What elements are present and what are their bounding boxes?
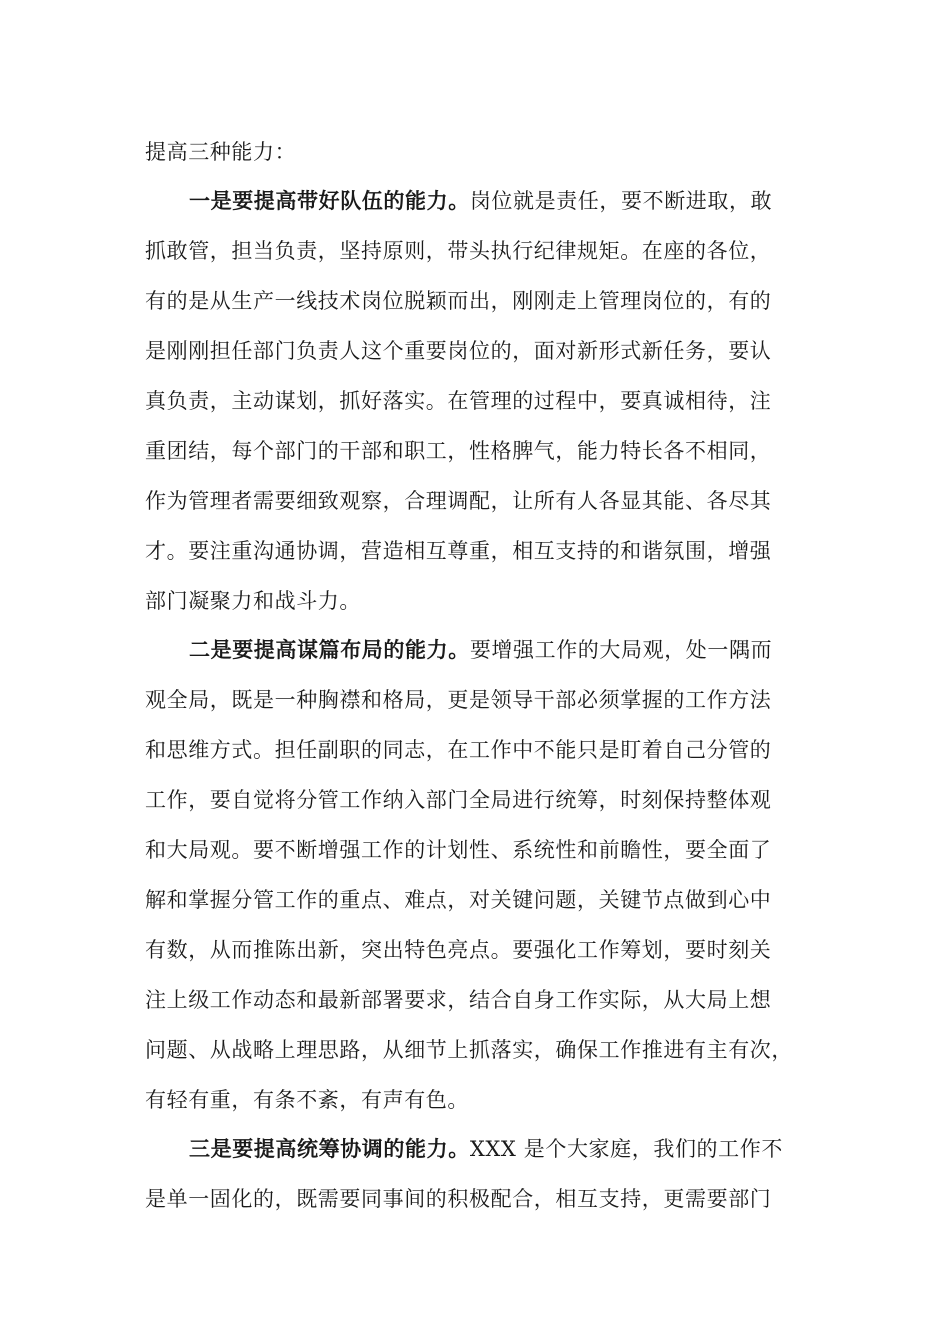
- section-3-lead: 三是要提高统筹协调的能力。: [189, 1137, 470, 1161]
- paragraph-line: 和思维方式。担任副职的同志，在工作中不能只是盯着自己分管的: [145, 738, 772, 762]
- paragraph-line: 解和掌握分管工作的重点、难点，对关键问题，关键节点做到心中: [145, 888, 772, 912]
- section-2-first-line: [189, 635, 772, 665]
- section-1-first-line: [189, 186, 772, 216]
- intro-line: 提高三种能力：: [145, 140, 297, 164]
- paragraph-line: 重团结，每个部门的干部和职工，性格脾气，能力特长各不相同，: [145, 439, 772, 463]
- section-3-first-line: [189, 1134, 783, 1164]
- section-2-first-line-rest: 要增强工作的大局观，处一隅而: [469, 638, 773, 662]
- section-1-first-line-rest: 岗位就是责任，要不断进取，敢: [469, 189, 773, 213]
- paragraph-line: 问题、从战略上理思路，从细节上抓落实，确保工作推进有主有次，: [145, 1038, 793, 1062]
- paragraph-line: 有的是从生产一线技术岗位脱颖而出，刚刚走上管理岗位的，有的: [145, 289, 772, 313]
- paragraph-line: 作为管理者需要细致观察，合理调配，让所有人各显其能、各尽其: [145, 489, 772, 513]
- paragraph-line: 真负责，主动谋划，抓好落实。在管理的过程中，要真诚相待，注: [145, 389, 772, 413]
- paragraph-line: 工作，要自觉将分管工作纳入部门全局进行统筹，时刻保持整体观: [145, 788, 772, 812]
- paragraph-line: 观全局，既是一种胸襟和格局，更是领导干部必须掌握的工作方法: [145, 688, 772, 712]
- paragraph-line: 和大局观。要不断增强工作的计划性、系统性和前瞻性，要全面了: [145, 838, 772, 862]
- paragraph-line: 部门凝聚力和战斗力。: [145, 589, 361, 613]
- section-2-lead: 二是要提高谋篇布局的能力。: [189, 638, 470, 662]
- section-3-first-line-rest: XXX 是个大家庭，我们的工作不: [469, 1137, 783, 1161]
- paragraph-line: 抓敢管，担当负责，坚持原则，带头执行纪律规矩。在座的各位，: [145, 239, 772, 263]
- section-1-lead: 一是要提高带好队伍的能力。: [189, 189, 470, 213]
- paragraph-line: 是刚刚担任部门负责人这个重要岗位的，面对新形式新任务，要认: [145, 339, 772, 363]
- paragraph-line: 才。要注重沟通协调，营造相互尊重，相互支持的和谐氛围，增强: [145, 539, 772, 563]
- paragraph-line: 是单一固化的，既需要同事间的积极配合，相互支持，更需要部门: [145, 1187, 772, 1211]
- paragraph-line: 有轻有重，有条不紊，有声有色。: [145, 1088, 469, 1112]
- paragraph-line: 有数，从而推陈出新，突出特色亮点。要强化工作筹划，要时刻关: [145, 938, 772, 962]
- paragraph-line: 注上级工作动态和最新部署要求，结合自身工作实际，从大局上想: [145, 988, 772, 1012]
